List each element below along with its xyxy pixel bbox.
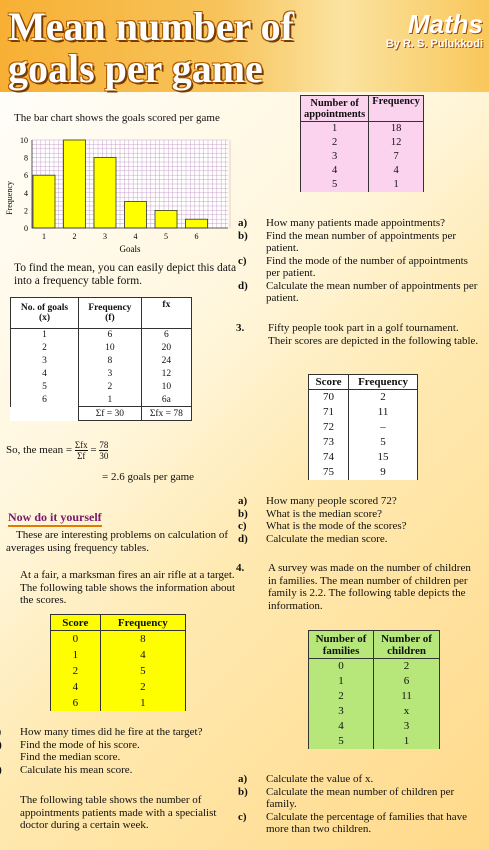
q2-row xyxy=(301,150,424,164)
q2-cell: 7 xyxy=(369,150,424,164)
goals-row xyxy=(11,355,192,368)
goals-row xyxy=(11,381,192,394)
q3-cell: 73 xyxy=(309,435,349,450)
goals-header-x-2: (x) xyxy=(38,313,51,323)
q2-cell: 1 xyxy=(301,122,369,136)
q4-part-text: Calculate the percentage of families that have more than two children. xyxy=(266,810,467,835)
goals-cell: 6 xyxy=(78,329,141,342)
q3-table-body xyxy=(309,390,418,480)
q2-part xyxy=(238,279,484,305)
fraction-numeric xyxy=(99,440,108,461)
q1-row xyxy=(51,631,186,647)
q4-cell: 4 xyxy=(309,719,374,734)
q1-part xyxy=(6,764,242,777)
q1-part-letter xyxy=(6,739,20,752)
q1-part xyxy=(6,751,242,764)
q1-cell: 6 xyxy=(51,695,101,711)
goals-total-x xyxy=(11,407,79,421)
goals-row xyxy=(11,342,192,355)
q1-cell: 5 xyxy=(100,663,185,679)
q4-cell: 3 xyxy=(374,719,440,734)
q4-part xyxy=(238,810,484,836)
q1-cell: 4 xyxy=(100,647,185,663)
q4-cell: 0 xyxy=(309,659,374,674)
chart-x-tick: 5 xyxy=(164,232,168,241)
q4-cell: x xyxy=(374,704,440,719)
q2-cell: 2 xyxy=(301,136,369,150)
chart-x-tick: 1 xyxy=(42,232,46,241)
goals-cell: 6 xyxy=(141,329,191,342)
q4-row xyxy=(309,674,440,689)
goals-cell: 3 xyxy=(11,355,79,368)
mean-formula: So, the mean = $\frac{\text{Σfx}}{\Sigma f}$ = $\frac{78}{30}$ xyxy=(6,440,109,461)
q4-row xyxy=(309,689,440,704)
q3-part xyxy=(238,507,484,521)
goals-cell: 2 xyxy=(78,381,141,394)
chart-y-tick: 10 xyxy=(20,136,28,145)
q3-cell: 9 xyxy=(349,465,418,480)
q3-part xyxy=(238,495,484,508)
q3-part-letter: c) xyxy=(238,520,247,532)
goals-total-fx: Σfx = 78 xyxy=(141,407,191,421)
section-heading: Now do it yourself xyxy=(8,510,102,527)
q3-part-letter: b) xyxy=(238,507,248,520)
q1-row xyxy=(51,695,186,711)
q4-parts xyxy=(238,773,484,836)
q1-part xyxy=(6,726,242,739)
goals-header-fx: fx xyxy=(141,298,191,329)
frac-num-2: 78 xyxy=(99,440,109,450)
q3-part-letter: d) xyxy=(238,532,248,545)
q3-part xyxy=(238,520,484,533)
q3-row xyxy=(309,450,418,465)
q4-cell: 2 xyxy=(374,659,440,674)
q2-part-text: How many patients made appointments? xyxy=(266,217,446,229)
q2-cell: 12 xyxy=(369,136,424,150)
q3-cell: 5 xyxy=(349,435,418,450)
q4-cell: 5 xyxy=(309,734,374,749)
q4-part xyxy=(238,785,484,811)
q4-number: 4. xyxy=(236,562,245,574)
q3-cell: 72 xyxy=(309,420,349,435)
q1-cell: 4 xyxy=(51,679,101,695)
goals-header-f-1: Frequency xyxy=(88,303,132,313)
q3-header-score: Score xyxy=(309,375,349,390)
mean-result: = 2.6 goals per game xyxy=(102,471,195,483)
q3-header-frequency: Frequency xyxy=(349,375,418,390)
q3-part-letter: a) xyxy=(238,495,248,507)
q2-text: The following table shows the number of appointments patients made with a specialist doctor during a certain week. xyxy=(20,794,217,831)
q3-row xyxy=(309,420,418,435)
page-title: Mean number of goals per game xyxy=(8,4,294,91)
q3-part-text: What is the mode of the scores? xyxy=(266,520,407,532)
q2-row xyxy=(301,164,424,178)
brand-block xyxy=(386,10,483,50)
chart-xlabel: Goals xyxy=(119,244,141,254)
chart-y-tick: 2 xyxy=(24,206,28,216)
q4-part-text: Calculate the value of x. xyxy=(266,773,374,785)
q1-part-letter xyxy=(6,751,20,764)
chart-bar xyxy=(125,202,147,228)
question-2 xyxy=(6,794,238,832)
q1-row xyxy=(51,647,186,663)
q3-cell: 11 xyxy=(349,405,418,420)
q2-cell: 4 xyxy=(369,164,424,178)
q4-row xyxy=(309,719,440,734)
q3-cell: 74 xyxy=(309,450,349,465)
chart-bar xyxy=(64,140,86,228)
q2-cell: 3 xyxy=(301,150,369,164)
q1-row xyxy=(51,679,186,695)
q1-number xyxy=(6,569,20,582)
frac-num-1: Σfx xyxy=(74,440,88,450)
q2-cell: 5 xyxy=(301,178,369,192)
q2-parts xyxy=(238,217,484,305)
q2-part xyxy=(238,229,484,255)
goals-header-f-2: (f) xyxy=(105,313,115,323)
q3-row xyxy=(309,405,418,420)
q3-row xyxy=(309,435,418,450)
q4-row xyxy=(309,704,440,719)
q4-table-body xyxy=(309,659,440,749)
author-name: By R. S. Pulukkodi xyxy=(385,38,483,50)
q1-cell: 8 xyxy=(100,631,185,647)
chart-ylabel: Frequency xyxy=(5,181,14,215)
q3-cell: 70 xyxy=(309,390,349,405)
chart-x-tick: 4 xyxy=(133,232,138,241)
q2-row xyxy=(301,122,424,136)
q2-table-body xyxy=(301,122,424,192)
q2-cell: 1 xyxy=(369,178,424,192)
q3-part xyxy=(238,532,484,546)
goals-cell: 10 xyxy=(141,381,191,394)
q2-part-letter: c) xyxy=(238,254,247,267)
q3-cell: 71 xyxy=(309,405,349,420)
header-banner xyxy=(0,0,489,92)
q3-cell: 15 xyxy=(349,450,418,465)
q2-part-letter: d) xyxy=(238,279,248,292)
q3-text: Fifty people took part in a golf tournament. Their scores are depicted in the following table. xyxy=(268,322,479,347)
goals-total-f: Σf = 30 xyxy=(78,407,141,421)
q2-cell: 18 xyxy=(369,122,424,136)
chart-bar xyxy=(186,219,208,228)
q4-header-children: Number of children xyxy=(374,631,440,659)
chart-bar xyxy=(94,158,116,228)
q3-parts xyxy=(238,495,484,545)
q2-header-frequency: Frequency xyxy=(369,96,424,122)
chart-bar xyxy=(33,175,55,228)
q3-row xyxy=(309,390,418,405)
goals-cell: 8 xyxy=(78,355,141,368)
chart-bar xyxy=(155,210,177,228)
goals-cell: 5 xyxy=(11,381,79,394)
q4-table xyxy=(308,630,440,749)
goals-cell: 6 xyxy=(11,394,79,407)
q1-cell: 1 xyxy=(51,647,101,663)
goals-cell: 6a xyxy=(141,394,191,407)
q1-row xyxy=(51,663,186,679)
q1-part-text: How many times did he fire at the target? xyxy=(20,726,203,738)
frac-den-2: 30 xyxy=(99,451,109,461)
q1-part-text: Find the mode of his score. xyxy=(20,738,140,751)
q4-part xyxy=(238,773,484,786)
q1-cell: 1 xyxy=(100,695,185,711)
q1-part-letter xyxy=(6,726,20,739)
q3-part-text: Calculate the median score. xyxy=(266,532,388,545)
q4-row xyxy=(309,734,440,749)
q2-number xyxy=(6,794,20,807)
q3-cell: 75 xyxy=(309,465,349,480)
goals-cell: 10 xyxy=(78,342,141,355)
chart-x-tick: 2 xyxy=(72,232,77,241)
q1-part-letter xyxy=(6,764,20,777)
q1-parts xyxy=(6,726,242,776)
q1-table xyxy=(50,614,186,711)
chart-y-tick: 8 xyxy=(24,153,28,163)
goals-bar-chart xyxy=(2,130,232,260)
q1-header-score: Score xyxy=(51,615,101,631)
chart-intro: The bar chart shows the goals scored per game xyxy=(14,112,220,124)
q4-row xyxy=(309,659,440,674)
q1-cell: 2 xyxy=(100,679,185,695)
q1-cell: 0 xyxy=(51,631,101,647)
q1-part-text: Calculate his mean score. xyxy=(20,763,133,776)
q4-text: A survey was made on the number of children in families. The mean number of children per family is 2.2. The following table depicts the information. xyxy=(268,562,471,612)
goals-cell: 4 xyxy=(11,368,79,381)
q4-part-text: Calculate the mean number of children per family. xyxy=(266,785,455,810)
q4-cell: 1 xyxy=(374,734,440,749)
q4-part-letter: b) xyxy=(238,785,248,798)
q2-part-letter: b) xyxy=(238,229,248,242)
brand-name: Maths xyxy=(407,9,483,39)
mean-prefix: So, the mean xyxy=(6,444,64,457)
q4-part-letter: c) xyxy=(238,810,247,823)
q2-part-text: Calculate the mean number of appointments per patient. xyxy=(266,279,478,304)
goals-cell: 12 xyxy=(141,368,191,381)
q4-cell: 6 xyxy=(374,674,440,689)
q1-cell: 2 xyxy=(51,663,101,679)
q3-row xyxy=(309,465,418,480)
q3-part-text: What is the median score? xyxy=(266,507,383,520)
q3-number: 3. xyxy=(236,322,245,334)
explain-text: To find the mean, you can easily depict this data into a frequency table form. xyxy=(14,262,237,287)
q2-header-appointments: Number of appointments xyxy=(301,96,369,122)
goals-table-body xyxy=(11,329,192,407)
q2-row xyxy=(301,178,424,192)
goals-cell: 24 xyxy=(141,355,191,368)
q4-part-letter: a) xyxy=(238,773,248,785)
chart-y-tick: 4 xyxy=(24,188,28,198)
question-3 xyxy=(236,322,482,347)
q2-table xyxy=(300,95,424,192)
frac-den-1: Σf xyxy=(77,451,86,461)
q2-part xyxy=(238,217,484,230)
q1-table-body xyxy=(51,631,186,711)
question-4 xyxy=(236,562,482,612)
goals-cell: 2 xyxy=(11,342,79,355)
q1-text: At a fair, a marksman fires an air rifle at a target. The following table shows the information about the scores. xyxy=(20,569,236,606)
fraction-symbolic xyxy=(75,440,88,461)
q4-cell: 3 xyxy=(309,704,374,719)
q2-part-text: Find the mode of the number of appointments per patient. xyxy=(266,254,468,279)
q2-part xyxy=(238,254,484,280)
goals-header-x-1: No. of goals xyxy=(20,303,69,313)
q3-cell: – xyxy=(349,420,418,435)
q4-cell: 2 xyxy=(309,689,374,704)
goals-cell: 1 xyxy=(11,329,79,342)
question-1 xyxy=(6,569,238,607)
section-intro: These are interesting problems on calculation of averages using frequency tables. xyxy=(6,529,228,554)
goals-frequency-table xyxy=(10,297,192,421)
goals-row xyxy=(11,394,192,407)
chart-x-tick: 3 xyxy=(103,232,107,241)
q1-part xyxy=(6,739,242,752)
goals-row xyxy=(11,329,192,342)
q4-cell: 11 xyxy=(374,689,440,704)
q3-cell: 2 xyxy=(349,390,418,405)
q2-cell: 4 xyxy=(301,164,369,178)
q2-part-letter: a) xyxy=(238,217,248,229)
q3-table xyxy=(308,374,418,480)
goals-cell: 1 xyxy=(78,394,141,407)
q1-header-frequency: Frequency xyxy=(100,615,185,631)
goals-cell: 20 xyxy=(141,342,191,355)
goals-row xyxy=(11,368,192,381)
q3-part-text: How many people scored 72? xyxy=(266,495,397,507)
goals-cell: 3 xyxy=(78,368,141,381)
q4-cell: 1 xyxy=(309,674,374,689)
q2-part-text: Find the mean number of appointments per patient. xyxy=(266,229,457,254)
chart-y-tick: 6 xyxy=(24,171,28,181)
q4-header-families: Number of families xyxy=(309,631,374,659)
chart-y-tick: 0 xyxy=(24,224,28,233)
chart-x-tick: 6 xyxy=(194,232,199,241)
q1-part-text: Find the median score. xyxy=(20,751,121,763)
q2-row xyxy=(301,136,424,150)
